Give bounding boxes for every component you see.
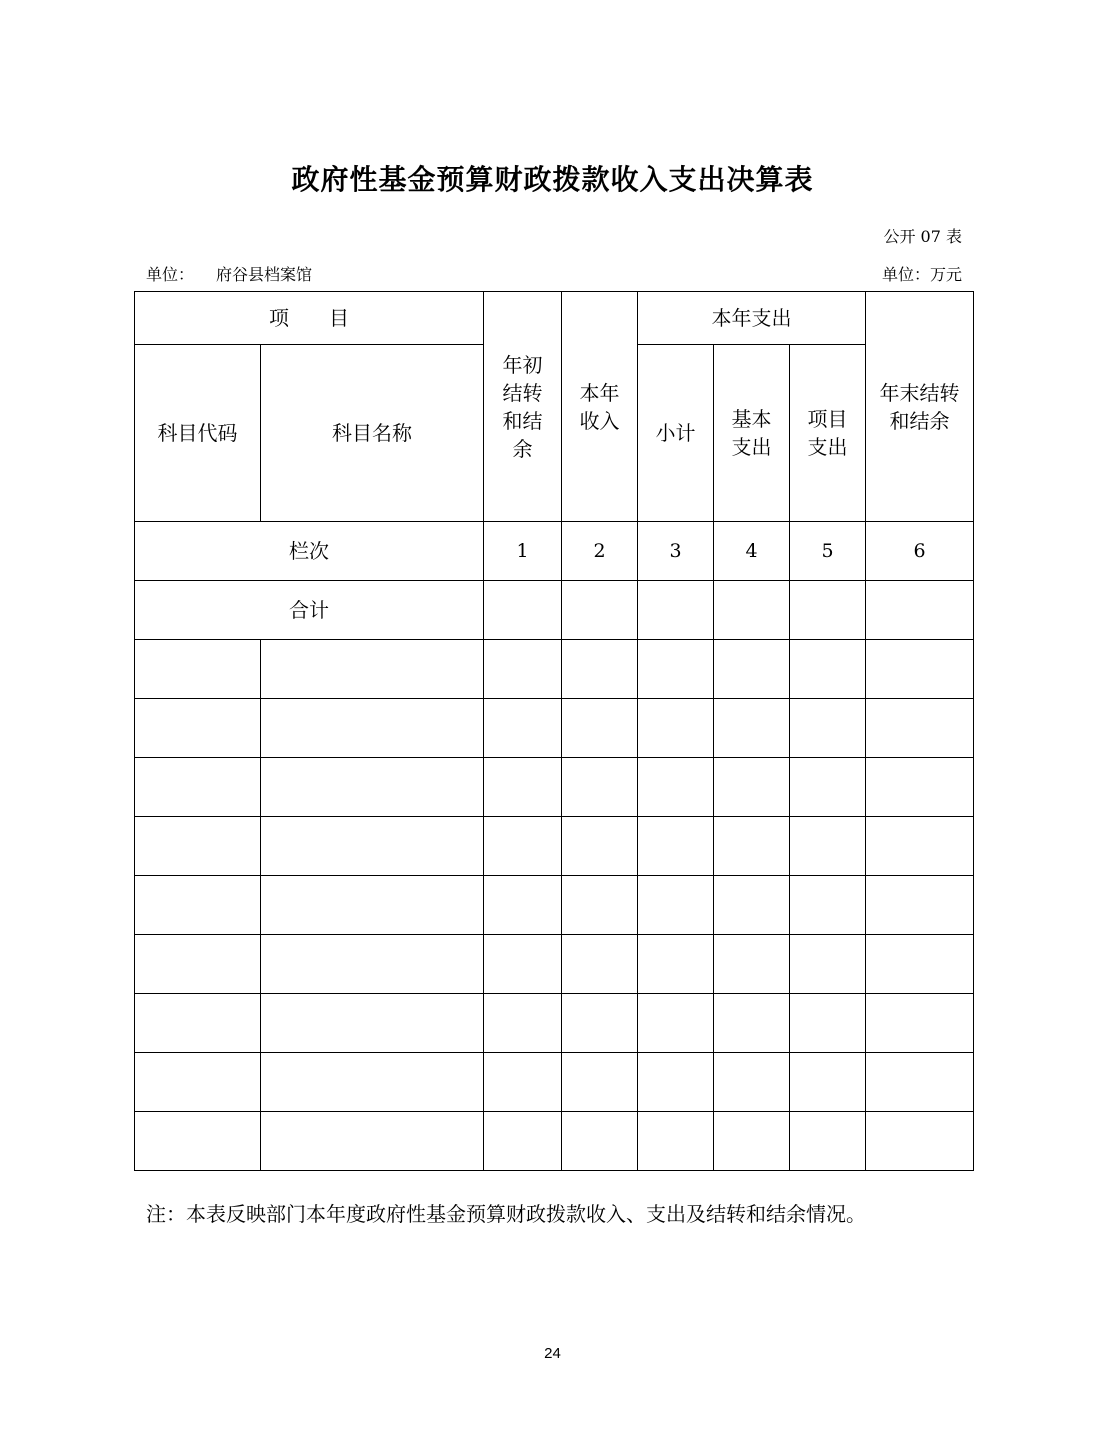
row-value-cell	[790, 876, 866, 935]
header-subtotal: 小计	[638, 345, 714, 522]
header-end-balance: 年末结转和结余	[866, 292, 974, 522]
table-row	[135, 935, 974, 994]
total-cell	[790, 581, 866, 640]
row-value-cell	[866, 817, 974, 876]
row-name-cell	[261, 640, 484, 699]
header-basic-expense: 基本支出	[714, 345, 790, 522]
row-value-cell	[866, 1053, 974, 1112]
table-number: 公开 07 表	[883, 227, 962, 246]
header-item: 项 目	[135, 292, 484, 345]
row-value-cell	[790, 817, 866, 876]
row-value-cell	[562, 994, 638, 1053]
organization-name: 府谷县档案馆	[216, 265, 313, 284]
row-value-cell	[714, 699, 790, 758]
table-row	[135, 994, 974, 1053]
row-name-cell	[261, 994, 484, 1053]
row-value-cell	[562, 876, 638, 935]
row-value-cell	[484, 935, 562, 994]
column-number: 6	[866, 522, 974, 581]
row-value-cell	[790, 935, 866, 994]
row-code-cell	[135, 758, 261, 817]
row-value-cell	[790, 994, 866, 1053]
total-cell	[638, 581, 714, 640]
row-value-cell	[790, 1112, 866, 1171]
row-value-cell	[638, 699, 714, 758]
row-value-cell	[562, 758, 638, 817]
row-value-cell	[638, 640, 714, 699]
row-name-cell	[261, 876, 484, 935]
row-value-cell	[714, 876, 790, 935]
row-value-cell	[714, 1112, 790, 1171]
row-value-cell	[714, 994, 790, 1053]
table-row	[135, 640, 974, 699]
row-value-cell	[562, 1112, 638, 1171]
table-row	[135, 1112, 974, 1171]
column-number-row	[135, 522, 974, 581]
row-value-cell	[866, 994, 974, 1053]
total-cell	[714, 581, 790, 640]
row-name-cell	[261, 1053, 484, 1112]
row-value-cell	[484, 1112, 562, 1171]
row-value-cell	[790, 1053, 866, 1112]
row-name-cell	[261, 758, 484, 817]
column-number: 2	[562, 522, 638, 581]
row-value-cell	[484, 640, 562, 699]
header-row-1	[135, 292, 974, 345]
row-value-cell	[714, 1053, 790, 1112]
budget-table	[134, 291, 974, 1171]
column-number: 1	[484, 522, 562, 581]
row-code-cell	[135, 817, 261, 876]
row-value-cell	[638, 876, 714, 935]
row-value-cell	[638, 994, 714, 1053]
row-code-cell	[135, 935, 261, 994]
page-number: 24	[544, 1345, 561, 1362]
row-value-cell	[866, 1112, 974, 1171]
row-name-cell	[261, 935, 484, 994]
row-name-cell	[261, 1112, 484, 1171]
row-name-cell	[261, 699, 484, 758]
column-number: 4	[714, 522, 790, 581]
row-value-cell	[484, 699, 562, 758]
column-number: 3	[638, 522, 714, 581]
header-code: 科目代码	[135, 345, 261, 522]
header-name: 科目名称	[261, 345, 484, 522]
row-value-cell	[714, 935, 790, 994]
page-title: 政府性基金预算财政拨款收入支出决算表	[291, 163, 814, 196]
row-value-cell	[866, 876, 974, 935]
row-code-cell	[135, 876, 261, 935]
header-project-expense: 项目支出	[790, 345, 866, 522]
organization-line	[146, 262, 312, 285]
header-begin-balance: 年初结转和结余	[484, 292, 562, 522]
total-cell	[484, 581, 562, 640]
row-value-cell	[638, 758, 714, 817]
table-row	[135, 817, 974, 876]
row-value-cell	[562, 699, 638, 758]
total-row	[135, 581, 974, 640]
header-current-expense: 本年支出	[638, 292, 866, 345]
row-value-cell	[866, 640, 974, 699]
row-value-cell	[638, 1112, 714, 1171]
row-value-cell	[638, 935, 714, 994]
table-row	[135, 1053, 974, 1112]
row-value-cell	[866, 758, 974, 817]
table-row	[135, 758, 974, 817]
row-code-cell	[135, 640, 261, 699]
row-value-cell	[562, 1053, 638, 1112]
row-value-cell	[638, 817, 714, 876]
header-current-income: 本年收入	[562, 292, 638, 522]
row-value-cell	[638, 1053, 714, 1112]
row-code-cell	[135, 994, 261, 1053]
table-row	[135, 699, 974, 758]
row-value-cell	[790, 640, 866, 699]
row-code-cell	[135, 1053, 261, 1112]
total-row-label: 合计	[135, 581, 484, 640]
row-value-cell	[866, 935, 974, 994]
row-name-cell	[261, 817, 484, 876]
row-value-cell	[562, 817, 638, 876]
table-note: 注：本表反映部门本年度政府性基金预算财政拨款收入、支出及结转和结余情况。	[146, 1202, 866, 1226]
row-value-cell	[484, 817, 562, 876]
row-value-cell	[484, 1053, 562, 1112]
row-value-cell	[484, 758, 562, 817]
row-code-cell	[135, 1112, 261, 1171]
unit-label: 单位：	[146, 265, 195, 284]
total-cell	[562, 581, 638, 640]
row-value-cell	[484, 994, 562, 1053]
table-row	[135, 876, 974, 935]
row-value-cell	[562, 935, 638, 994]
total-cell	[866, 581, 974, 640]
column-row-label: 栏次	[135, 522, 484, 581]
row-value-cell	[562, 640, 638, 699]
row-value-cell	[790, 758, 866, 817]
row-code-cell	[135, 699, 261, 758]
row-value-cell	[790, 699, 866, 758]
row-value-cell	[866, 699, 974, 758]
row-value-cell	[484, 876, 562, 935]
row-value-cell	[714, 640, 790, 699]
column-number: 5	[790, 522, 866, 581]
row-value-cell	[714, 817, 790, 876]
row-value-cell	[714, 758, 790, 817]
currency-unit: 单位：万元	[881, 265, 962, 284]
